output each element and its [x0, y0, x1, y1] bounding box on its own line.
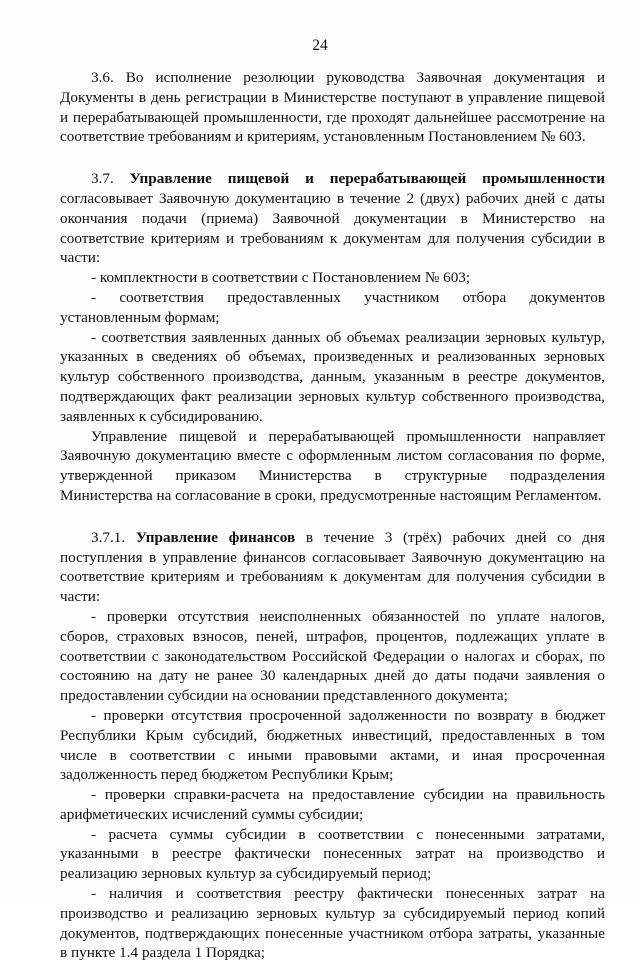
department-name: Управление пищевой и перерабатывающей промышленности: [129, 170, 605, 188]
page-number: 24: [312, 37, 328, 54]
list-item: - проверки справки-расчета на предоставление субсидии на правильность арифметических исчислений суммы субсидии;: [60, 786, 605, 823]
list-item: - комплектности в соответствии с Постановлением № 603;: [91, 269, 471, 287]
department-name: Управление финансов: [135, 528, 296, 546]
list-item: - проверки отсутствия просроченной задолженности по возврату в бюджет Республики Крым субсидий, бюджетных инвестиций, предоставленных в том числе в соответствии с иными правовыми актами, и иная просроченная задолженность перед бюджетом Республики Крым;: [60, 706, 605, 784]
paragraph-3-7-continued: Управление пищевой и перерабатывающей промышленности направляет Заявочную документацию вместе с оформленным листом согласования по форме, утвержденной приказом Министерства в структурные подразделения Министерства на согласование в сроки, предусмотренные настоящим Регламентом.: [60, 427, 605, 504]
clause-number: 3.7.1.: [91, 528, 126, 546]
paragraph-3-7-1: [60, 528, 605, 607]
paragraph-3-6: 3.6. Во исполнение резолюции руководства Заявочная документация и Документы в день регистрации в Министерстве поступают в управление пищевой и перерабатывающей промышленности, где проходят дальнейшее рассмотрение на соответствие требованиям и критериям, установленным Постановлением № 603.: [60, 69, 605, 146]
paragraph-text: согласовывает Заявочную документацию в течение 2 (двух) рабочих дней с даты окончания подачи (приема) Заявочной документации в Министерство на соответствие критериям и требованиям к документам для получения субсидии в части:: [60, 189, 605, 267]
paragraph-text: в течение 3 (трёх) рабочих дней со дня поступления в управление финансов согласовывает Заявочную документацию на соответствие критериям и требованиям к документам для получения субсидии в части:: [60, 528, 606, 606]
list-item: - соответствия заявленных данных об объемах реализации зерновых культур, указанных в сведениях об объемах, произведенных и реализованных зерновых культур собственного производства, данным, указанным в реестре документов, подтверждающих факт реализации зерновых культур собственного производства, заявленных к субсидированию.: [60, 328, 605, 425]
list-item: - расчета суммы субсидии в соответствии с понесенными затратами, указанными в реестре фактически понесенных затрат на производство и реализацию зерновых культур за субсидируемый период;: [60, 825, 605, 883]
document-body: [60, 68, 605, 963]
list-item: - соответствия предоставленных участником отбора документов установленным формам;: [60, 288, 605, 326]
list-item: - проверки отсутствия неисполненных обязанностей по уплате налогов, сборов, страховых взносов, пеней, штрафов, процентов, подлежащих уплате в соответствии с законодательством Российской Федерации о налогах и сборах, по состоянию на дату не ранее 30 календарных дней до даты подачи заявления о предоставлении субсидии на основании представленного документа;: [60, 607, 605, 705]
paragraph-3-7: [60, 169, 605, 268]
list-item: - наличия и соответствия реестру фактически понесенных затрат на производство и реализацию зерновых культур за субсидируемый период копий документов, подтверждающих понесенные участником отбора затраты, указанные в пункте 1.4 раздела 1 Порядка;: [60, 885, 605, 962]
clause-number: 3.7.: [91, 170, 114, 188]
